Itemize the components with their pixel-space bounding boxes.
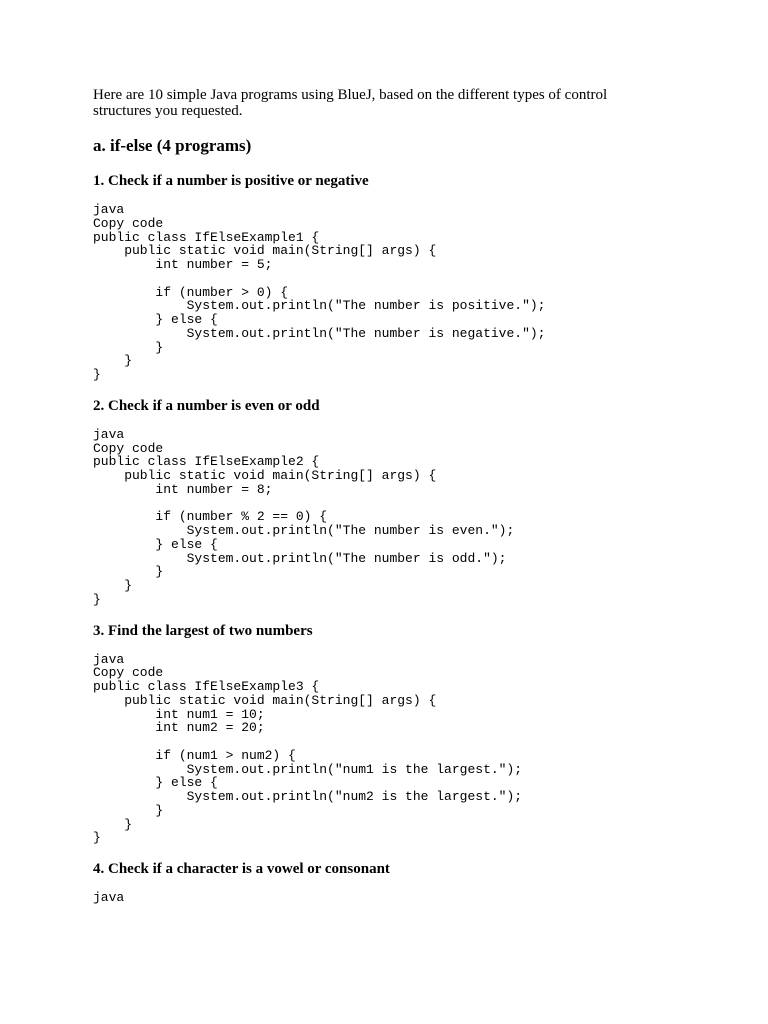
program-2-code-block: java Copy code public class IfElseExample2 { public static void main(String[] args) { int number = 8; if (number % 2 == 0) { System.out.println("The number is even."); } else { System.out.println("The number is odd."); } } } — [93, 426, 515, 607]
program-3-code-block: java Copy code public class IfElseExample3 { public static void main(String[] args) { int num1 = 10; int num2 = 20; if (num1 > num2) { System.out.println("num1 is the largest."); } else { System.out.println("num2 is the largest."); } } } — [93, 651, 523, 846]
program-4-title: 4. Check if a character is a vowel or consonant — [93, 861, 390, 877]
program-3-title: 3. Find the largest of two numbers — [93, 622, 313, 639]
program-4-code-block: java — [93, 890, 125, 905]
program-1-code-block: java Copy code public class IfElseExample1 { public static void main(String[] args) { int number = 5; if (number > 0) { System.out.println("The number is positive."); } else { System.out.println("The number is negative."); } } } — [93, 202, 546, 382]
intro-paragraph: Here are 10 simple Java programs using BlueJ, based on the different types of control structures you requested. — [93, 87, 608, 119]
program-1-title: 1. Check if a number is positive or negative — [93, 173, 369, 189]
section-heading-if-else: a. if-else (4 programs) — [93, 136, 252, 155]
document-page — [93, 87, 693, 905]
program-2-title: 2. Check if a number is even or odd — [93, 397, 320, 414]
